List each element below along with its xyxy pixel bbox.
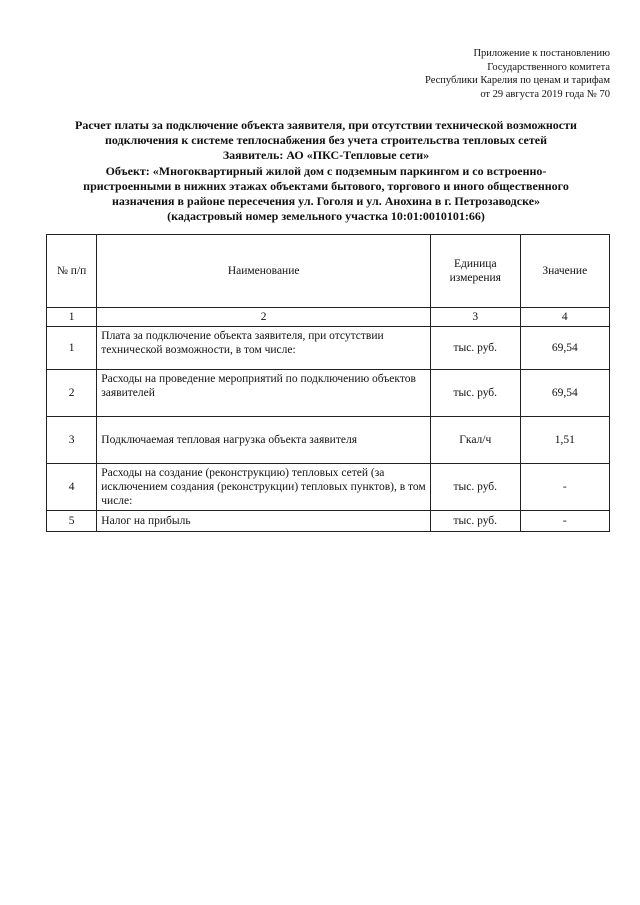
row-value: 69,54 <box>520 370 610 417</box>
row-unit: тыс. руб. <box>431 327 520 370</box>
header-name: Наименование <box>97 235 431 308</box>
header-value: Значение <box>520 235 610 308</box>
column-number: 1 <box>47 308 97 327</box>
table-row <box>47 464 610 511</box>
appendix-line: Республики Карелия по ценам и тарифам <box>425 75 610 86</box>
row-name: Подключаемая тепловая нагрузка объекта заявителя <box>97 417 431 464</box>
row-num: 4 <box>47 464 97 511</box>
header-num: № п/п <box>47 235 97 308</box>
row-num: 5 <box>47 511 97 532</box>
appendix-line: от 29 августа 2019 года № 70 <box>480 88 610 100</box>
cadastral-line: (кадастровый номер земельного участка 10:01:0010101:66) <box>167 209 485 224</box>
calculation-table <box>46 234 610 532</box>
row-unit: тыс. руб. <box>431 511 520 532</box>
row-num: 1 <box>47 327 97 370</box>
table-header-row <box>47 235 610 308</box>
row-name: Плата за подключение объекта заявителя, при отсутствии технической возможности, в том числе: <box>97 327 431 370</box>
row-num: 3 <box>47 417 97 464</box>
column-number: 4 <box>520 308 610 327</box>
title-line: Расчет платы за подключение объекта заявителя, при отсутствии технической возможности <box>75 118 577 132</box>
row-value: 1,51 <box>520 417 610 464</box>
row-num: 2 <box>47 370 97 417</box>
row-name: Налог на прибыль <box>97 511 431 532</box>
applicant-line: Заявитель: АО «ПКС-Тепловые сети» <box>222 148 430 163</box>
header-unit: Единица измерения <box>431 235 520 308</box>
table-row <box>47 417 610 464</box>
table-row <box>47 370 610 417</box>
title-line: подключения к системе теплоснабжения без учета строительства тепловых сетей <box>104 133 548 148</box>
column-number-row <box>47 308 610 327</box>
document-title <box>40 118 612 224</box>
table-row <box>47 511 610 532</box>
appendix-note <box>425 47 610 101</box>
row-value: - <box>520 464 610 511</box>
object-line: назначения в районе пересечения ул. Гоголя и ул. Анохина в г. Петрозаводске» <box>111 194 541 209</box>
appendix-line: Приложение к постановлению <box>473 48 610 59</box>
row-value: - <box>520 511 610 532</box>
row-unit: тыс. руб. <box>431 464 520 511</box>
row-name: Расходы на проведение мероприятий по подключению объектов заявителей <box>97 370 431 417</box>
row-unit: Гкал/ч <box>431 417 520 464</box>
column-number: 3 <box>431 308 520 327</box>
table-row <box>47 327 610 370</box>
appendix-line: Государственного комитета <box>487 61 610 73</box>
object-line: Объект: «Многоквартирный жилой дом с подземным паркингом и со встроенно- <box>105 163 547 178</box>
row-name: Расходы на создание (реконструкцию) тепловых сетей (за исключением создания (реконструкции) тепловых пунктов), в том числе: <box>97 464 431 511</box>
row-value: 69,54 <box>520 327 610 370</box>
row-unit: тыс. руб. <box>431 370 520 417</box>
column-number: 2 <box>97 308 431 327</box>
object-line: пристроенными в нижних этажах объектами бытового, торгового и иного общественного <box>83 178 569 193</box>
